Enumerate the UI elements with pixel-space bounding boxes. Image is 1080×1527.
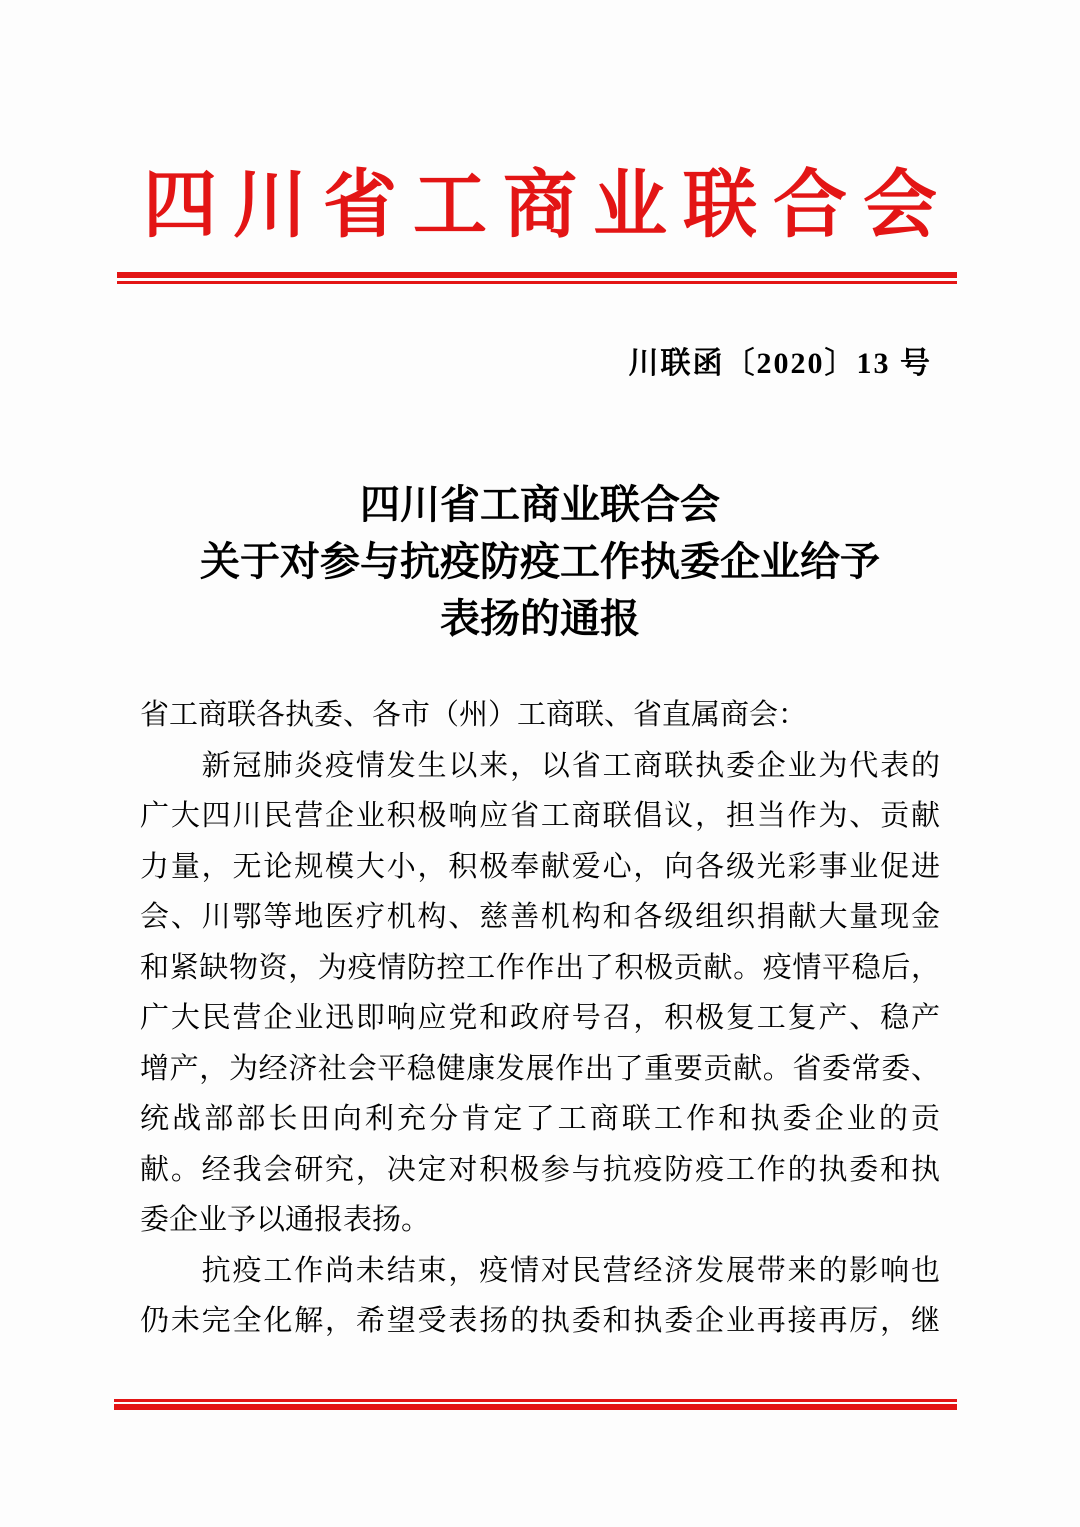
document-title [0, 477, 1080, 648]
body-line: 增产，为经济社会平稳健康发展作出了重要贡献。省委常委、 [140, 1052, 940, 1085]
document-title-line-3: 表扬的通报 [440, 597, 640, 641]
body-line: 会、川鄂等地医疗机构、慈善机构和各级组织捐献大量现金 [140, 901, 940, 933]
body-line: 广大民营企业迅即响应党和政府号召，积极复工复产、稳产 [140, 1002, 940, 1034]
footer-divider [114, 1399, 957, 1410]
header-divider [117, 272, 957, 284]
document-body [140, 690, 940, 1347]
document-title-line-1: 四川省工商业联合会 [360, 483, 720, 527]
body-line: 委企业予以通报表扬。 [140, 1204, 431, 1236]
body-line: 广大四川民营企业积极响应省工商联倡议，担当作为、贡献 [140, 800, 940, 832]
divider-thick-bar [114, 1404, 957, 1410]
divider-thin-bar [117, 281, 957, 284]
document-title-line-2: 关于对参与抗疫防疫工作执委企业给予 [200, 540, 880, 584]
salutation-line: 省工商联各执委、各市（州）工商联、省直属商会： [140, 699, 808, 731]
body-line: 献。经我会研究，决定对积极参与抗疫防疫工作的执委和执 [140, 1153, 940, 1186]
body-line: 新冠肺炎疫情发生以来，以省工商联执委企业为代表的 [140, 749, 940, 782]
divider-thick-bar [117, 272, 957, 278]
body-line: 统战部部长田向利充分肯定了工商联工作和执委企业的贡 [140, 1103, 940, 1135]
body-line: 和紧缺物资，为疫情防控工作作出了积极贡献。疫情平稳后， [140, 951, 940, 984]
issuing-org-title: 四川省工商业联合会 [143, 165, 953, 247]
document-number: 川联函〔2020〕13 号 [628, 347, 932, 380]
body-line: 抗疫工作尚未结束，疫情对民营经济发展带来的影响也 [140, 1254, 940, 1287]
body-line: 力量，无论规模大小，积极奉献爱心，向各级光彩事业促进 [140, 850, 940, 883]
divider-thin-bar [114, 1399, 957, 1402]
body-line: 仍未完全化解，希望受表扬的执委和执委企业再接再厉，继 [140, 1305, 940, 1337]
